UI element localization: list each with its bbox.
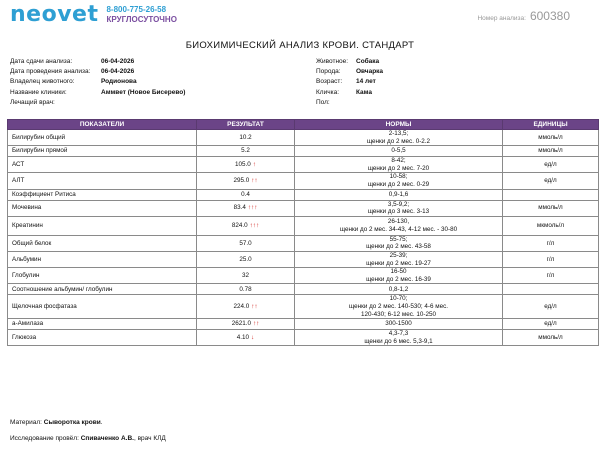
unit-cell: ммоль/л <box>503 130 599 146</box>
norm-cell <box>295 319 503 330</box>
result-value: 0.4 <box>241 190 250 198</box>
researcher-line <box>10 435 166 442</box>
norm-line: 55-75; <box>389 235 408 243</box>
result-value: 4.10 <box>236 333 250 341</box>
results-body <box>8 130 599 346</box>
unit-cell: г/л <box>503 268 599 284</box>
norm-line: щенки до 2 мес. 0-2.2 <box>366 137 431 145</box>
indicator-name: Билирубин прямой <box>8 146 197 157</box>
researcher-label: Исследование провёл: <box>10 435 79 442</box>
norm-line: 2-13,5; <box>388 130 409 137</box>
indicator-name: АЛТ <box>8 173 197 189</box>
norm-line: щенки до 2 мес. 19-27 <box>366 259 431 267</box>
result-value: 83.4 <box>233 204 246 212</box>
result-value: 2621.0 <box>231 320 251 328</box>
indicator-name: Соотношение альбумин/ глобулин <box>8 284 197 295</box>
header-norm: НОРМЫ <box>295 120 503 130</box>
table-row <box>8 189 599 200</box>
info-value: Собака <box>356 58 380 65</box>
table-row <box>8 157 599 173</box>
result-cell <box>197 157 295 173</box>
norm-cell <box>295 200 503 216</box>
result-value: 32 <box>241 271 249 279</box>
result-value: 10.2 <box>239 133 252 141</box>
table-row <box>8 319 599 330</box>
indicator-name: АСТ <box>8 157 197 173</box>
unit-cell: г/л <box>503 235 599 251</box>
table-row <box>8 251 599 267</box>
result-cell <box>197 284 295 295</box>
researcher-name: Спиваченко А.В. <box>80 435 134 442</box>
info-value: 14 лет <box>356 78 376 86</box>
unit-cell <box>503 284 599 295</box>
indicator-name: Креатинин <box>8 216 197 235</box>
table-row <box>8 284 599 295</box>
unit-cell: ммоль/л <box>503 330 599 346</box>
unit-cell: ммоль/л <box>503 200 599 216</box>
norm-line: 10-70; <box>389 295 408 303</box>
unit-cell: мкмоль/л <box>503 216 599 235</box>
table-row <box>8 130 599 146</box>
info-row <box>10 77 185 87</box>
norm-line: 300-1500 <box>385 320 412 328</box>
info-label: Порода: <box>316 68 341 76</box>
norm-line: 16-50 <box>390 268 407 276</box>
result-value: 25.0 <box>239 255 252 263</box>
info-row <box>316 98 383 108</box>
report-title: БИОХИМИЧЕСКИЙ АНАЛИЗ КРОВИ. СТАНДАРТ <box>185 40 415 51</box>
info-label: Пол: <box>316 98 330 106</box>
norm-cell <box>295 216 503 235</box>
material-line <box>10 419 103 426</box>
material-value: Сыворотка крови <box>43 419 101 426</box>
result-value: 5.2 <box>241 147 250 155</box>
info-row <box>10 98 185 108</box>
table-row <box>8 146 599 157</box>
norm-line: 0,9-1,6 <box>388 190 409 198</box>
arrow-up-icon: ↑ <box>252 160 256 168</box>
result-cell <box>197 173 295 189</box>
patient-info-left <box>10 57 185 108</box>
norm-cell <box>295 268 503 284</box>
norm-line: щенки до 2 мес. 140-530; 4-6 мес. <box>349 302 448 310</box>
norm-cell <box>295 330 503 346</box>
arrow-up-icon: ↑↑↑ <box>247 204 258 212</box>
norm-cell <box>295 173 503 189</box>
patient-info-right <box>316 57 383 108</box>
header-units: ЕДИНИЦЫ <box>503 120 599 130</box>
norm-line: щенки до 2 мес. 43-58 <box>366 243 431 251</box>
norm-line: щенки до 2 мес. 34-43, 4-12 мес. - 30-80 <box>339 225 458 233</box>
header-result: РЕЗУЛЬТАТ <box>197 120 295 130</box>
result-cell <box>197 130 295 146</box>
info-row <box>316 67 383 77</box>
norm-line: 8-42; <box>391 157 406 165</box>
table-row <box>8 216 599 235</box>
results-table <box>7 119 599 346</box>
info-value: Кама <box>356 88 372 96</box>
table-header-row <box>8 120 599 130</box>
result-cell <box>197 189 295 200</box>
table-row <box>8 295 599 319</box>
indicator-name: Глюкоза <box>8 330 197 346</box>
norm-line: 3,5-9,2; <box>387 200 410 208</box>
norm-cell <box>295 189 503 200</box>
clinic-tagline: КРУГЛОСУТОЧНО <box>106 14 177 24</box>
norm-line: 26-130, <box>387 218 410 226</box>
material-label: Материал: <box>10 419 42 426</box>
indicator-name: Коэффициент Ритиса <box>8 189 197 200</box>
order-number-block <box>477 9 570 23</box>
table-row <box>8 268 599 284</box>
result-cell <box>197 295 295 319</box>
table-row <box>8 235 599 251</box>
order-number-value: 600380 <box>529 9 570 23</box>
norm-cell <box>295 284 503 295</box>
result-cell <box>197 235 295 251</box>
norm-line: щенки до 2 мес. 16-39 <box>366 275 431 283</box>
result-value: 224.0 <box>233 302 250 310</box>
logo-contacts <box>106 5 176 25</box>
indicator-name: Щелочная фосфатаза <box>8 295 197 319</box>
info-label: Лечащий врач: <box>10 98 55 106</box>
result-value: 57.0 <box>239 239 252 247</box>
clinic-logo <box>10 2 177 27</box>
result-cell <box>197 251 295 267</box>
norm-cell <box>295 130 503 146</box>
unit-cell <box>503 189 599 200</box>
info-value: 06-04-2026 <box>101 68 135 76</box>
researcher-role: , врач КЛД <box>133 435 166 442</box>
table-row <box>8 173 599 189</box>
norm-line: 10-58; <box>389 173 408 181</box>
norm-cell <box>295 251 503 267</box>
info-row <box>10 88 185 98</box>
norm-cell <box>295 146 503 157</box>
norm-line: щенки до 6 мес. 5,3-9,1 <box>364 337 433 345</box>
unit-cell: ед/л <box>503 173 599 189</box>
logo-wordmark: neovet <box>10 2 99 27</box>
info-label: Животное: <box>316 58 349 65</box>
norm-cell <box>295 295 503 319</box>
info-label: Дата сдачи анализа: <box>10 58 73 65</box>
arrow-down-icon: ↓ <box>251 333 255 341</box>
result-cell <box>197 216 295 235</box>
result-value: 295.0 <box>233 177 250 185</box>
arrow-up-icon: ↑↑ <box>252 320 260 328</box>
info-label: Кличка: <box>316 88 340 96</box>
norm-line: 0-5,5 <box>391 147 406 155</box>
norm-line: 120-430; 6-12 мес. 10-250 <box>360 310 437 318</box>
indicator-name: а-Амилаза <box>8 319 197 330</box>
norm-line: 4,3-7,3 <box>388 330 409 338</box>
norm-cell <box>295 157 503 173</box>
norm-cell <box>295 235 503 251</box>
info-label: Владелец животного: <box>10 78 75 86</box>
unit-cell: г/л <box>503 251 599 267</box>
table-row <box>8 330 599 346</box>
info-row <box>316 88 383 98</box>
norm-line: щенки до 2 мес. 0-29 <box>367 180 430 188</box>
arrow-up-icon: ↑↑ <box>251 177 258 185</box>
order-number-label: Номер анализа: <box>477 15 526 22</box>
info-value: Овчарка <box>356 68 384 76</box>
header-indicator: ПОКАЗАТЕЛИ <box>8 120 197 130</box>
unit-cell: ммоль/л <box>503 146 599 157</box>
indicator-name: Глобулин <box>8 268 197 284</box>
norm-line: 0,8-1,2 <box>388 285 409 293</box>
material-end: . <box>100 419 103 426</box>
info-label: Название клиники: <box>10 88 67 96</box>
info-row <box>316 57 383 67</box>
unit-cell: ед/л <box>503 157 599 173</box>
arrow-up-icon: ↑↑↑ <box>249 221 260 229</box>
info-row <box>10 67 185 77</box>
clinic-phone[interactable]: 8-800-775-26-58 <box>106 4 167 14</box>
indicator-name: Альбумин <box>8 251 197 267</box>
info-row <box>316 77 383 87</box>
result-cell <box>197 319 295 330</box>
norm-line: щенки до 2 мес. 7-20 <box>367 164 430 172</box>
info-row <box>10 57 185 67</box>
result-cell <box>197 330 295 346</box>
result-value: 0.78 <box>239 285 252 293</box>
norm-line: 25-39; <box>389 251 408 259</box>
table-row <box>8 200 599 216</box>
info-value: Родионова <box>101 78 137 86</box>
info-label: Дата проведения анализа: <box>10 68 91 76</box>
result-value: 105.0 <box>235 160 251 168</box>
result-cell <box>197 268 295 284</box>
result-value: 824.0 <box>231 221 248 229</box>
info-value: 06-04-2026 <box>101 58 135 65</box>
result-cell <box>197 146 295 157</box>
unit-cell: ед/л <box>503 319 599 330</box>
indicator-name: Мочевина <box>8 200 197 216</box>
norm-line: щенки до 3 мес. 3-13 <box>367 208 430 216</box>
info-value: Аммвет (Новое Бисерево) <box>101 88 186 96</box>
indicator-name: Общий белок <box>8 235 197 251</box>
result-cell <box>197 200 295 216</box>
indicator-name: Билирубин общий <box>8 130 197 146</box>
info-label: Возраст: <box>316 78 343 86</box>
unit-cell: ед/л <box>503 295 599 319</box>
arrow-up-icon: ↑↑ <box>251 302 258 310</box>
